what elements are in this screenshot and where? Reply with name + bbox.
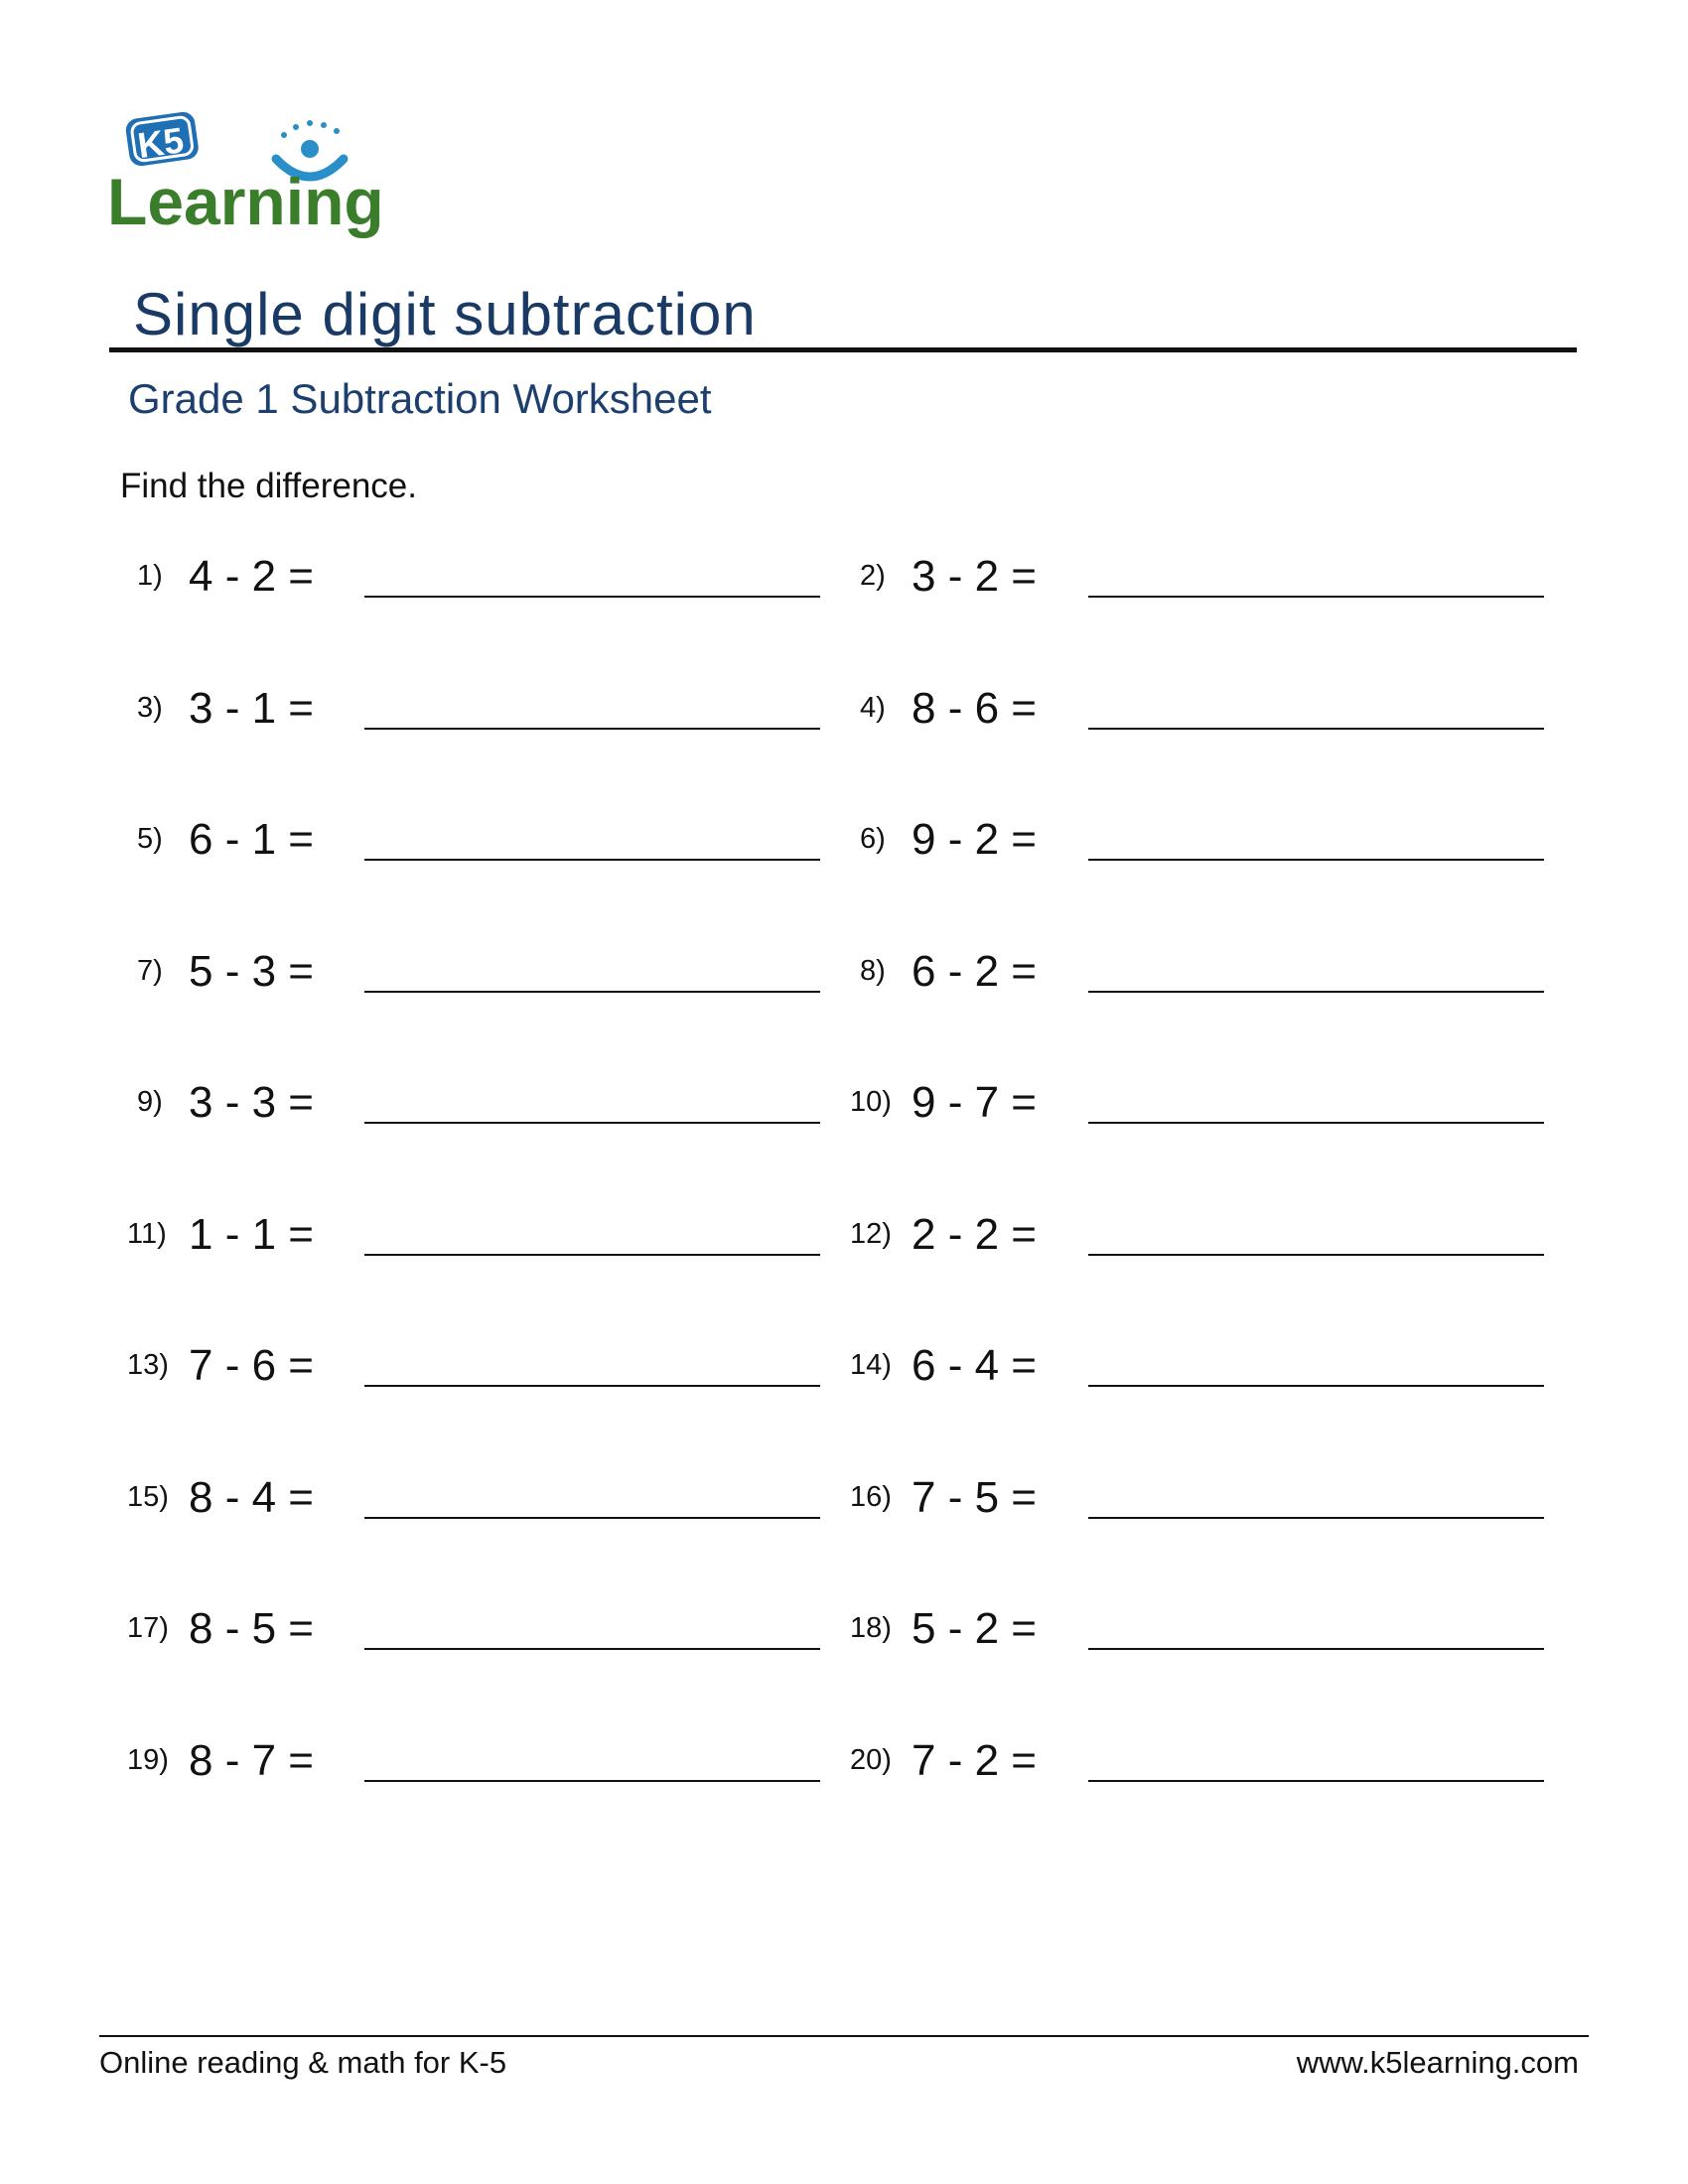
problem-17: [127, 1604, 842, 1664]
answer-line[interactable]: [1088, 728, 1544, 730]
problem-4: [860, 684, 1575, 744]
problem-5: [137, 815, 852, 875]
problem-expression: 7 - 2 =: [912, 1736, 1037, 1785]
problem-8: [860, 947, 1575, 1007]
problem-9: [137, 1078, 852, 1138]
problem-number: 15): [127, 1481, 169, 1513]
problem-number: 14): [850, 1349, 892, 1381]
answer-line[interactable]: [364, 1254, 820, 1256]
problem-14: [850, 1341, 1565, 1401]
problem-number: 4): [860, 692, 886, 724]
logo-wordmark: Learning: [107, 165, 384, 238]
problem-expression: 7 - 5 =: [912, 1473, 1037, 1522]
answer-line[interactable]: [364, 1517, 820, 1519]
answer-line[interactable]: [1088, 1517, 1544, 1519]
problem-13: [127, 1341, 842, 1401]
problem-number: 5): [137, 823, 163, 855]
footer-divider: [99, 2035, 1589, 2037]
problem-expression: 6 - 4 =: [912, 1341, 1037, 1390]
problem-20: [850, 1736, 1565, 1796]
problem-expression: 8 - 4 =: [189, 1473, 314, 1522]
answer-line[interactable]: [1088, 1780, 1544, 1782]
problem-number: 7): [137, 955, 163, 987]
problem-19: [127, 1736, 842, 1796]
problem-number: 1): [137, 560, 163, 592]
problem-expression: 4 - 2 =: [189, 552, 314, 601]
answer-line[interactable]: [1088, 1648, 1544, 1650]
problem-expression: 5 - 2 =: [912, 1604, 1037, 1653]
answer-line[interactable]: [1088, 991, 1544, 993]
problem-3: [137, 684, 852, 744]
problem-7: [137, 947, 852, 1007]
problem-number: 2): [860, 560, 886, 592]
logo-graphic: [107, 107, 411, 242]
problem-number: 18): [850, 1612, 892, 1644]
answer-line[interactable]: [364, 859, 820, 861]
problem-expression: 5 - 3 =: [189, 947, 314, 996]
problem-number: 17): [127, 1612, 169, 1644]
problem-number: 10): [850, 1086, 892, 1118]
answer-line[interactable]: [364, 1385, 820, 1387]
answer-line[interactable]: [1088, 596, 1544, 598]
page-title: Single digit subtraction: [133, 281, 757, 347]
problem-15: [127, 1473, 842, 1533]
answer-line[interactable]: [364, 1780, 820, 1782]
problem-2: [860, 552, 1575, 612]
problem-expression: 7 - 6 =: [189, 1341, 314, 1390]
answer-line[interactable]: [1088, 859, 1544, 861]
problem-number: 19): [127, 1744, 169, 1776]
answer-line[interactable]: [364, 596, 820, 598]
problem-number: 6): [860, 823, 886, 855]
problem-10: [850, 1078, 1565, 1138]
footer-tagline: Online reading & math for K-5: [99, 2045, 507, 2080]
problem-expression: 8 - 5 =: [189, 1604, 314, 1653]
problem-11: [127, 1210, 842, 1270]
problem-18: [850, 1604, 1565, 1664]
answer-line[interactable]: [364, 1648, 820, 1650]
problem-expression: 1 - 1 =: [189, 1210, 314, 1259]
answer-line[interactable]: [1088, 1254, 1544, 1256]
problem-number: 13): [127, 1349, 169, 1381]
problem-number: 8): [860, 955, 886, 987]
problem-expression: 3 - 1 =: [189, 684, 314, 733]
problem-number: 3): [137, 692, 163, 724]
problem-expression: 2 - 2 =: [912, 1210, 1037, 1259]
problem-number: 11): [127, 1218, 167, 1250]
answer-line[interactable]: [364, 1122, 820, 1124]
footer-website-link[interactable]: www.k5learning.com: [1296, 2045, 1579, 2080]
problem-number: 12): [850, 1218, 892, 1250]
problem-1: [137, 552, 852, 612]
problem-expression: 8 - 6 =: [912, 684, 1037, 733]
title-divider: [109, 347, 1577, 352]
answer-line[interactable]: [1088, 1122, 1544, 1124]
problem-number: 16): [850, 1481, 892, 1513]
problem-expression: 3 - 3 =: [189, 1078, 314, 1127]
answer-line[interactable]: [364, 728, 820, 730]
page-subtitle: Grade 1 Subtraction Worksheet: [128, 375, 712, 422]
k5-learning-logo: [107, 107, 411, 242]
problem-expression: 3 - 2 =: [912, 552, 1037, 601]
problem-expression: 6 - 2 =: [912, 947, 1037, 996]
answer-line[interactable]: [1088, 1385, 1544, 1387]
problem-16: [850, 1473, 1565, 1533]
problem-expression: 9 - 7 =: [912, 1078, 1037, 1127]
problem-expression: 8 - 7 =: [189, 1736, 314, 1785]
svg-text:K5: K5: [135, 119, 187, 167]
problem-number: 20): [850, 1744, 892, 1776]
answer-line[interactable]: [364, 991, 820, 993]
problem-expression: 9 - 2 =: [912, 815, 1037, 864]
problem-6: [860, 815, 1575, 875]
problem-expression: 6 - 1 =: [189, 815, 314, 864]
instructions: Find the difference.: [120, 467, 417, 505]
problem-12: [850, 1210, 1565, 1270]
problem-number: 9): [137, 1086, 163, 1118]
